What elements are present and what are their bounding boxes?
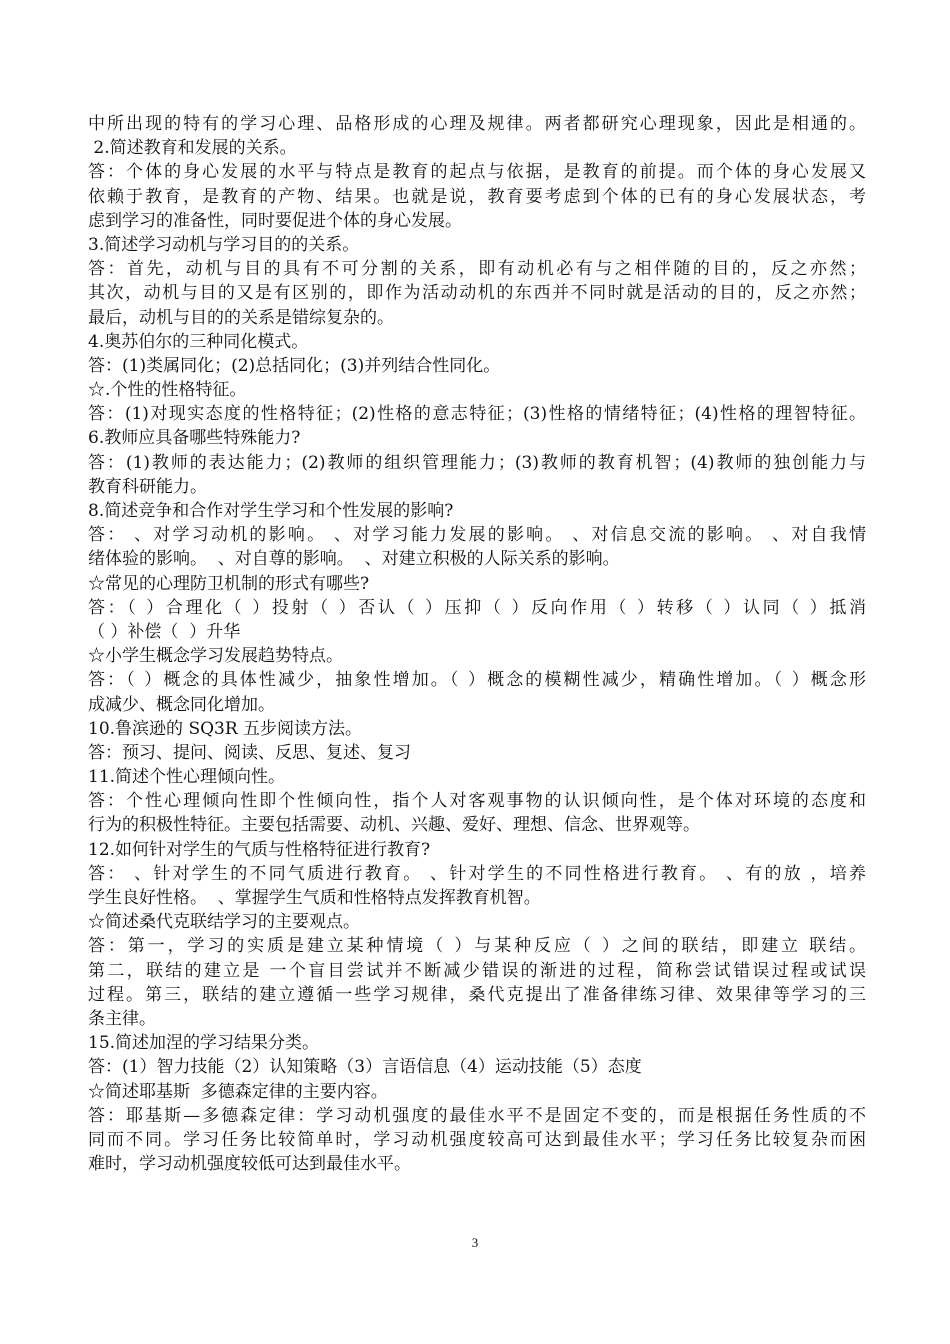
text-line: 学生良好性格。 、掌握学生气质和性格特点发挥教育机智。 [88, 888, 541, 908]
text-line: 过程。第三，联结的建立遵循一些学习规律，桑代克提出了准备律练习律、效果律等学习的三 [88, 984, 866, 1005]
text-line: 其次，动机与目的又是有区别的，即作为活动动机的东西并不同时就是活动的目的，反之亦然； [88, 283, 866, 304]
text-line: 条主律。 [88, 1008, 156, 1029]
text-line: 同而不同。学习任务比较简单时，学习动机强度较高可达到最佳水平；学习任务比较复杂而困 [88, 1129, 866, 1150]
text-line: 最后，动机与目的的关系是错综复杂的。 [88, 307, 394, 328]
text-line: （ ）补偿（ ）升华 [88, 621, 241, 642]
text-line: 依赖于教育，是教育的产物、结果。也就是说，教育要考虑到个体的已有的身心发展状态，考 [88, 186, 866, 207]
page-number: 3 [471, 1235, 479, 1250]
text-line: 答： 、针对学生的不同气质进行教育。 、针对学生的不同性格进行教育。 、有的放 ，培养 [88, 863, 866, 884]
text-line: 成减少、概念同化增加。 [88, 694, 275, 715]
text-line: ☆常见的心理防卫机制的形式有哪些? [88, 573, 370, 594]
text-line: 答：预习、提问、阅读、反思、复述、复习 [88, 742, 411, 763]
document-body [88, 112, 866, 1176]
text-line: 4.奥苏伯尔的三种同化模式。 [88, 331, 309, 352]
text-line: 虑到学习的准备性，同时要促进个体的身心发展。 [88, 210, 462, 231]
text-line: ☆.个性的性格特征。 [88, 380, 247, 401]
text-line: 教育科研能力。 [88, 476, 207, 497]
text-line: 12.如何针对学生的气质与性格特征进行教育? [88, 839, 431, 860]
text-line: 难时，学习动机强度较低可达到最佳水平。 [88, 1154, 411, 1175]
text-line: 行为的积极性特征。主要包括需要、动机、兴趣、爱好、理想、信念、世界观等。 [88, 815, 700, 836]
text-line: 中所出现的特有的学习心理、品格形成的心理及规律。两者都研究心理现象，因此是相通的。 [88, 114, 866, 134]
text-line: 2.简述教育和发展的关系。 [88, 138, 297, 159]
text-line: ☆简述桑代克联结学习的主要观点。 [88, 912, 360, 933]
text-line: 答：耶基斯—多德森定律：学习动机强度的最佳水平不是固定不变的，而是根据任务性质的不 [88, 1105, 866, 1126]
text-line: 答：(1)类属同化；(2)总括同化；(3)并列结合性同化。 [88, 355, 501, 376]
text-line: 答： 、对学习动机的影响。 、对学习能力发展的影响。 、对信息交流的影响。 、对自我情 [88, 525, 866, 546]
text-line: 10.鲁滨逊的 SQ3R 五步阅读方法。 [88, 718, 363, 739]
text-line: 答：(1）智力技能（2）认知策略（3）言语信息（4）运动技能（5）态度 [88, 1057, 642, 1078]
text-line: 答：个性心理倾向性即个性倾向性，指个人对客观事物的认识倾向性，是个体对环境的态度和 [88, 791, 866, 812]
text-line: 绪体验的影响。 、对自尊的影响。 、对建立积极的人际关系的影响。 [88, 549, 620, 570]
text-line: 答：（ ）概念的具体性减少，抽象性增加。（ ）概念的模糊性减少，精确性增加。（ ）概念形 [88, 670, 866, 691]
text-line: ☆简述耶基斯 多德森定律的主要内容。 [88, 1081, 388, 1102]
text-line: 11.简述个性心理倾向性。 [88, 767, 286, 788]
text-line: 答：首先，动机与目的具有不可分割的关系，即有动机必有与之相伴随的目的，反之亦然； [88, 259, 866, 280]
text-line: 答：个体的身心发展的水平与特点是教育的起点与依据，是教育的前提。而个体的身心发展又 [88, 162, 866, 183]
text-line: 3.简述学习动机与学习目的的关系。 [88, 234, 360, 255]
text-line: 答：(1)教师的表达能力；(2)教师的组织管理能力；(3)教师的教育机智；(4)教师的独创能力与 [88, 452, 866, 473]
text-line: 答：第一，学习的实质是建立某种情境（ ）与某种反应（ ）之间的联结，即建立 联结。 [88, 936, 866, 957]
text-line: 第二，联结的建立是 一个盲目尝试并不断减少错误的渐进的过程，简称尝试错误过程或试误 [88, 960, 866, 981]
text-line: 答：（ ）合理化（ ）投射（ ）否认（ ）压抑（ ）反向作用（ ）转移（ ）认同（ ）抵消 [88, 597, 866, 618]
text-line: 15.简述加涅的学习结果分类。 [88, 1033, 320, 1054]
text-line: 8.简述竞争和合作对学生学习和个性发展的影响? [88, 501, 454, 521]
text-line: 答：(1)对现实态度的性格特征；(2)性格的意志特征；(3)性格的情绪特征；(4)性格的理智特征。 [88, 404, 866, 425]
text-line: 6.教师应具备哪些特殊能力? [88, 428, 301, 449]
text-line: ☆小学生概念学习发展趋势特点。 [88, 646, 343, 667]
